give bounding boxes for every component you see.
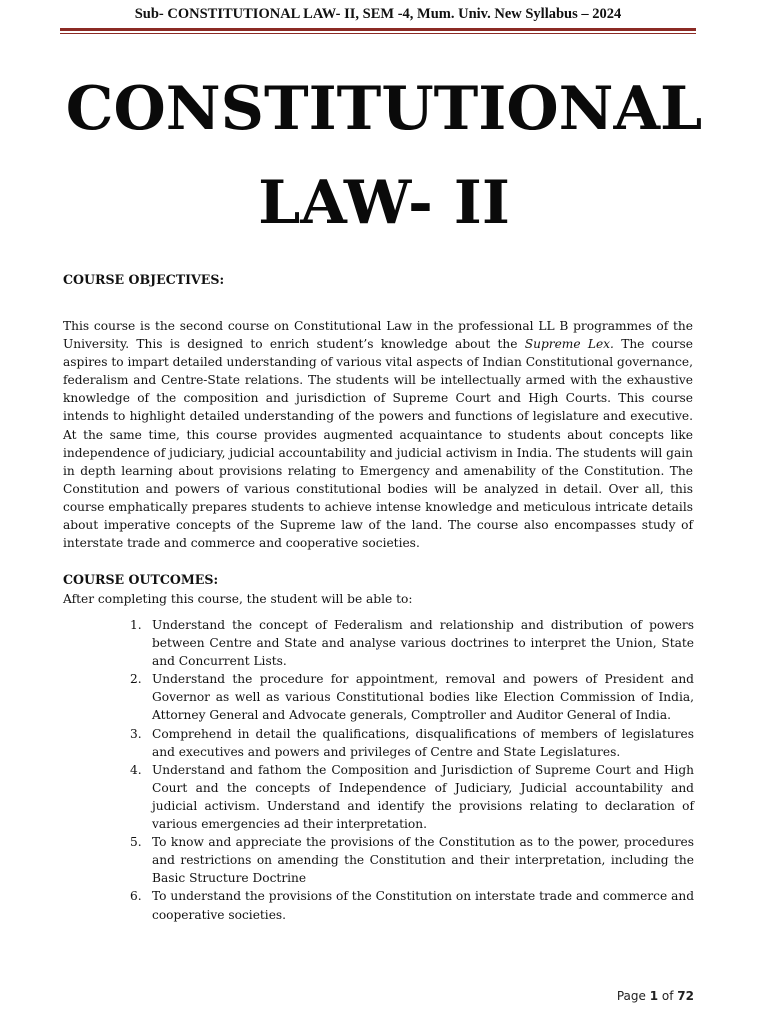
course-objectives-paragraph: [63, 317, 693, 552]
course-outcomes-intro: After completing this course, the student will be able to:: [63, 592, 413, 606]
course-outcomes-list: [118, 616, 694, 924]
page-current: 1: [649, 989, 659, 1003]
header-rule-thin: [60, 33, 696, 34]
running-header: Sub- CONSTITUTIONAL LAW- II, SEM -4, Mum. Univ. New Syllabus – 2024: [134, 6, 622, 22]
objectives-text-part-1: This course is the second course on Constitutional Law in the professional LL B programmes of the University. This is designed to enrich student’s knowledge about the: [63, 319, 693, 352]
outcome-text: Comprehend in detail the qualifications, disqualifications of members of legislatures and executives and powers and privileges of Centre and State Legislatures.: [152, 726, 694, 759]
page-label: Page: [616, 989, 646, 1003]
page-of-label: of: [661, 989, 674, 1003]
outcome-item: [118, 833, 694, 887]
course-outcomes-heading: COURSE OUTCOMES:: [63, 572, 219, 587]
outcome-text: To know and appreciate the provisions of the Constitution as to the power, procedures and restrictions on amending the Constitution and their interpretation, including the Basic Structure Doctrine: [152, 835, 694, 886]
objectives-text-part-2: The course aspires to impart detailed understanding of various vital aspects of Indian Constitutional governance, federalism and Centre-State relations. The students will be intellectually armed with the exhaustive knowledge of the composition and jurisdiction of Supreme Court and High Courts. This course intends to highlight detailed understanding of the powers and functions of legislature and executive. At the same time, this course provides augmented acquaintance to students about concepts like independence of judiciary, judicial accountability and judicial activism in India. The students will gain in depth learning about provisions relating to Emergency and amenability of the Constitution. The Constitution and powers of various constitutional bodies will be analyzed in detail. Over all, this course emphatically prepares students to achieve intense knowledge and meticulous intricate details about imperative concepts of the Supreme law of the land. The course also encompasses study of interstate trade and commerce and cooperative societies.: [63, 337, 693, 551]
course-objectives-heading: COURSE OBJECTIVES:: [63, 272, 225, 287]
objectives-italic-term: Supreme Lex.: [524, 337, 614, 352]
outcome-item: [118, 887, 694, 923]
outcome-item: [118, 616, 694, 670]
outcome-text: Understand the procedure for appointment, removal and powers of President and Governor as well as various Constitutional bodies like Election Commission of India, Attorney General and Advocate generals, Comptroller and Auditor General of India.: [152, 672, 694, 723]
title-line-1: CONSTITUTIONAL: [65, 74, 703, 144]
outcome-text: To understand the provisions of the Constitution on interstate trade and commerce and cooperative societies.: [152, 889, 694, 922]
outcome-number: 5.: [130, 835, 142, 850]
outcome-number: 2.: [130, 672, 142, 687]
outcome-text: Understand the concept of Federalism and relationship and distribution of powers between Centre and State and analyse various doctrines to interpret the Union, State and Concurrent Lists.: [152, 618, 694, 669]
header-rule-thick: [60, 28, 696, 31]
page-total: 72: [677, 989, 694, 1003]
outcome-number: 3.: [130, 726, 142, 741]
outcome-number: 1.: [130, 618, 142, 632]
outcome-item: [118, 725, 694, 761]
outcome-text: Understand and fathom the Composition and Jurisdiction of Supreme Court and High Court and the concepts of Independence of Judiciary, Judicial accountability and judicial activism. Understand and identify the provisions relating to declaration of various emergencies ad their interpretation.: [152, 762, 694, 832]
page-number: [617, 989, 694, 1003]
outcome-item: [118, 761, 694, 833]
outcome-item: [118, 670, 694, 724]
title-line-2: LAW- II: [258, 168, 510, 238]
document-title: [40, 62, 728, 250]
outcome-number: 6.: [130, 889, 142, 904]
outcome-number: 4.: [130, 762, 142, 777]
